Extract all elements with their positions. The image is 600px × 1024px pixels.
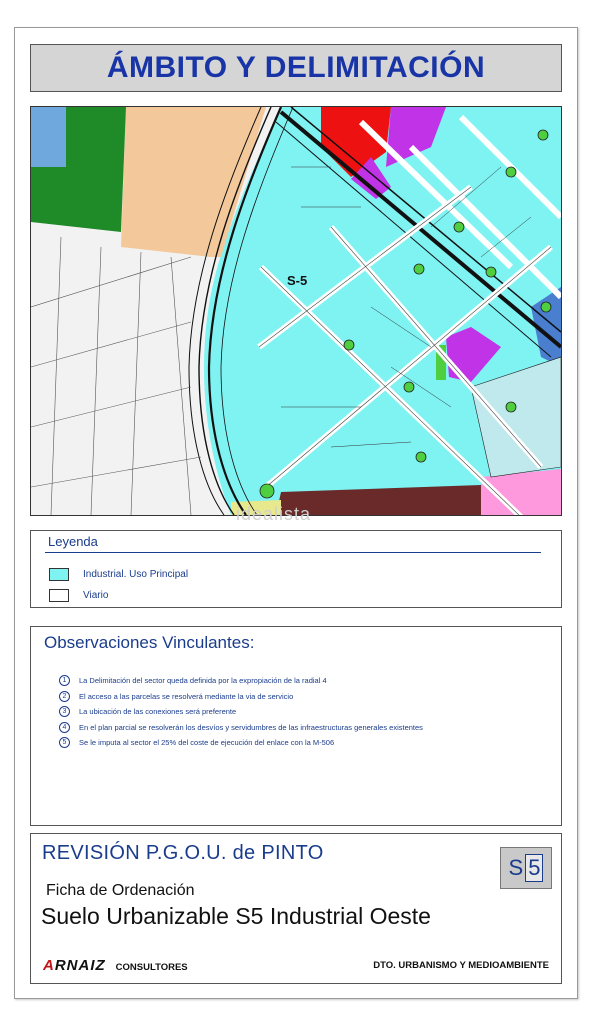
observation-item — [59, 720, 559, 736]
sector-label: S-5 — [287, 273, 308, 288]
logo-letter-a: A — [43, 957, 55, 974]
road-node — [541, 302, 551, 312]
roundabout-node — [260, 484, 274, 498]
legend-panel — [30, 530, 562, 608]
road-node — [486, 267, 496, 277]
observation-text: La ubicación de las conexiones será preferente — [79, 707, 237, 717]
legend-swatch-viario — [49, 589, 69, 602]
observation-text: La Delimitación del sector queda definida por la expropiación de la radial 4 — [79, 676, 327, 686]
legend-item-label: Industrial. Uso Principal — [83, 568, 189, 580]
observation-number: 2 — [59, 691, 70, 702]
observation-number: 4 — [59, 722, 70, 733]
arnaiz-logo-group — [43, 957, 188, 974]
observation-number: 5 — [59, 737, 70, 748]
observations-title: Observaciones Vinculantes: — [44, 633, 255, 652]
observation-item — [59, 704, 559, 720]
road-node — [404, 382, 414, 392]
sector-code-letter: S — [508, 855, 524, 880]
road-node — [414, 264, 424, 274]
observation-item — [59, 735, 559, 751]
observations-panel — [30, 626, 562, 826]
observation-number: 3 — [59, 706, 70, 717]
page-title: ÁMBITO Y DELIMITACIÓN — [106, 51, 486, 84]
legend-item — [49, 588, 108, 602]
hatched-zone-topleft — [31, 107, 66, 167]
observation-item — [59, 673, 559, 689]
road-node — [506, 167, 516, 177]
road-node — [454, 222, 464, 232]
department-label: DTO. URBANISMO Y MEDIOAMBIENTE — [373, 960, 549, 971]
observation-number: 1 — [59, 675, 70, 686]
observation-item — [59, 689, 559, 705]
footer-panel — [30, 833, 562, 984]
consultores-label: CONSULTORES — [115, 962, 188, 973]
sector-code-number: 5 — [525, 854, 543, 882]
sector-code-box — [500, 847, 552, 889]
legend-title: Leyenda — [48, 534, 98, 549]
observation-text: En el plan parcial se resolverán los desvíos y servidumbres de las infraestructuras generales existentes — [79, 722, 423, 732]
legend-divider — [45, 552, 541, 553]
observations-list — [59, 673, 559, 751]
observation-text: El acceso a las parcelas se resolverá mediante la via de servicio — [79, 691, 294, 701]
watermark-text: idealista — [236, 504, 312, 524]
legend-item-label: Viario — [83, 589, 109, 601]
logo-letters: RNAIZ — [54, 957, 106, 974]
road-node — [538, 130, 548, 140]
road-node — [416, 452, 426, 462]
map-frame — [30, 106, 562, 516]
legend-item — [49, 567, 188, 581]
road-node — [506, 402, 516, 412]
revision-title: REVISIÓN P.G.O.U. de PINTO — [42, 842, 324, 864]
arnaiz-logo — [43, 957, 106, 974]
zoning-map — [31, 107, 561, 515]
observation-text: Se le imputa al sector el 25% del coste de ejecución del enlace con la M-506 — [79, 738, 335, 748]
suelo-title: Suelo Urbanizable S5 Industrial Oeste — [41, 903, 431, 929]
road-node — [344, 340, 354, 350]
title-banner — [30, 44, 562, 92]
ficha-label: Ficha de Ordenación — [46, 882, 195, 899]
sector-code — [504, 851, 548, 885]
legend-swatch-industrial — [49, 568, 69, 581]
